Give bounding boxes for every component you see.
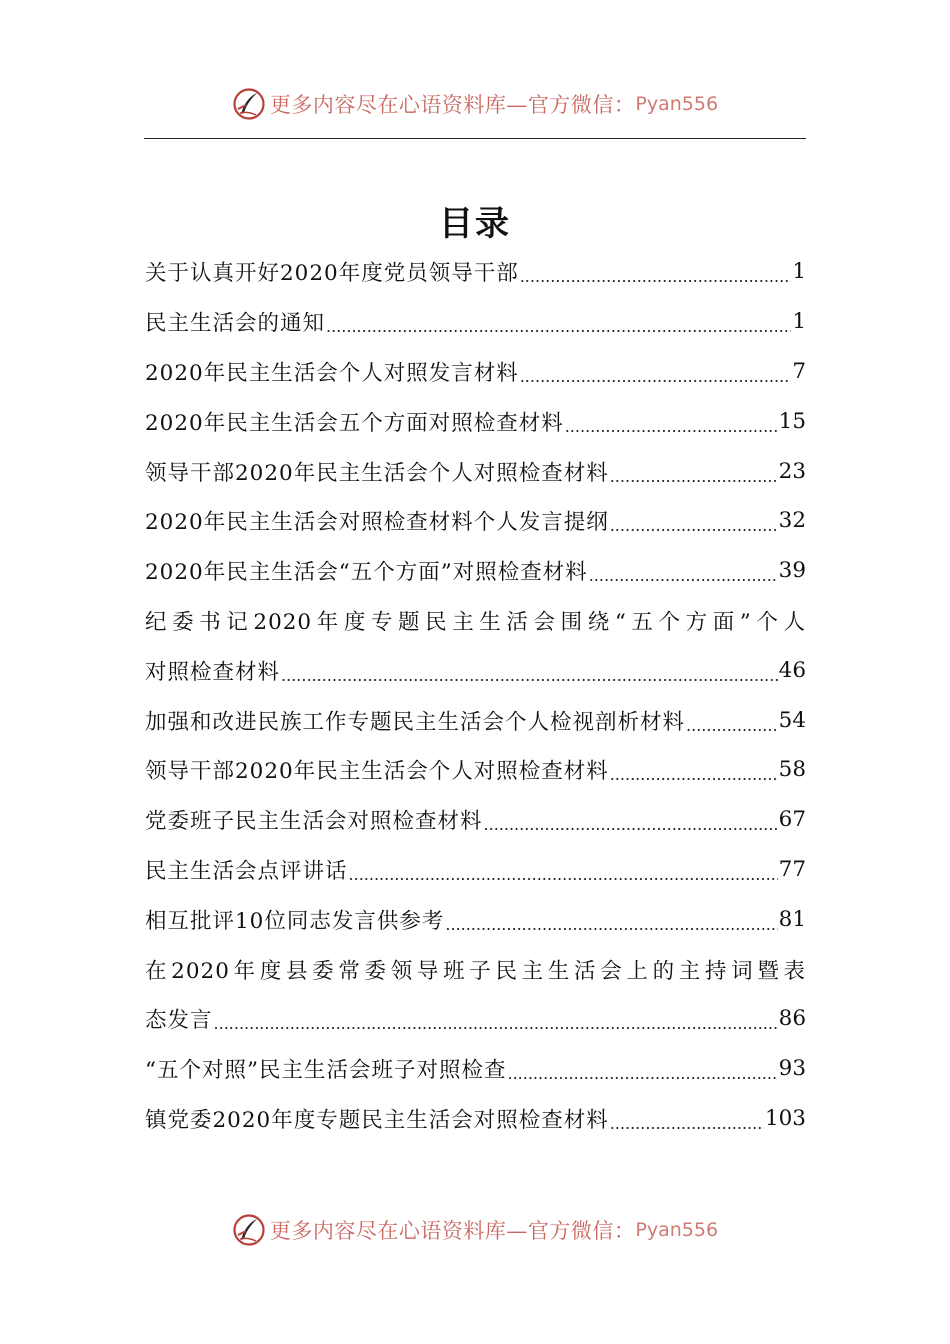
header-banner	[0, 84, 950, 124]
toc-entry-title: 在2020年度县委常委领导班子民主生活会上的主持词暨表	[145, 958, 806, 984]
toc-page-number: 103	[764, 1105, 806, 1131]
toc-page-number: 58	[778, 757, 806, 783]
header-divider	[144, 138, 806, 139]
toc-dot-leader	[610, 467, 778, 486]
toc-page-number: 77	[778, 856, 806, 882]
toc-entry[interactable]	[145, 894, 806, 944]
toc-entry-continued[interactable]	[145, 596, 806, 646]
toc-dot-leader	[520, 267, 792, 286]
toc-entry-title: 对照检查材料	[145, 659, 281, 685]
toc-page-number: 23	[778, 458, 806, 484]
toc-dot-leader	[349, 865, 778, 884]
toc-page-number: 93	[778, 1056, 806, 1082]
toc-page-number: 7	[792, 358, 806, 384]
table-of-contents	[145, 247, 806, 1143]
toc-entry[interactable]	[145, 845, 806, 895]
toc-dot-leader	[326, 317, 791, 336]
toc-dot-leader	[610, 516, 778, 535]
toc-entry[interactable]	[145, 1094, 806, 1144]
footer-banner	[0, 1210, 950, 1250]
toc-entry-title: 关于认真开好2020年度党员领导干部	[145, 261, 519, 287]
toc-page-number: 81	[778, 906, 806, 932]
toc-entry[interactable]	[145, 446, 806, 496]
toc-entry-title: 相互批评10位同志发言供参考	[145, 908, 445, 934]
toc-entry-title: 2020年民主生活会“五个方面”对照检查材料	[145, 560, 588, 586]
footer-banner-text: 更多内容尽在心语资料库—官方微信：	[269, 1219, 636, 1243]
toc-dot-leader	[686, 716, 778, 735]
quill-pen-logo-icon	[232, 1213, 266, 1247]
toc-entry-title: 民主生活会点评讲话	[145, 858, 348, 884]
toc-entry-title: 民主生活会的通知	[145, 311, 326, 337]
toc-page-number: 15	[778, 408, 806, 434]
toc-entry[interactable]	[145, 645, 806, 695]
toc-entry-title: 领导干部2020年民主生活会个人对照检查材料	[145, 460, 609, 486]
toc-entry[interactable]	[145, 496, 806, 546]
toc-dot-leader	[508, 1064, 778, 1083]
toc-entry[interactable]	[145, 247, 806, 297]
toc-dot-leader	[610, 765, 778, 784]
toc-page-number: 1	[792, 259, 806, 285]
toc-entry[interactable]	[145, 347, 806, 397]
toc-entry[interactable]	[145, 695, 806, 745]
toc-entry-title: 党委班子民主生活会对照检查材料	[145, 809, 483, 835]
page-title: 目录	[439, 204, 511, 244]
toc-dot-leader	[281, 666, 778, 685]
toc-dot-leader	[445, 915, 777, 934]
header-banner-text: 更多内容尽在心语资料库—官方微信：	[269, 93, 636, 117]
toc-page-number: 46	[778, 657, 806, 683]
toc-page-number: 54	[778, 707, 806, 733]
toc-entry[interactable]	[145, 994, 806, 1044]
footer-banner-contact: Pyan556	[635, 1219, 719, 1241]
toc-dot-leader	[520, 367, 792, 386]
toc-dot-leader	[610, 1114, 764, 1133]
toc-entry[interactable]	[145, 546, 806, 596]
toc-entry-title: 纪委书记2020年度专题民主生活会围绕“五个方面”个人	[145, 609, 806, 635]
toc-page-number: 86	[778, 1006, 806, 1032]
toc-entry[interactable]	[145, 745, 806, 795]
toc-dot-leader	[484, 815, 778, 834]
toc-entry-title: 态发言	[145, 1008, 213, 1034]
toc-page-number: 1	[792, 309, 806, 335]
quill-pen-logo-icon	[232, 87, 266, 121]
toc-entry-title: “五个对照”民主生活会班子对照检查	[145, 1058, 507, 1084]
toc-entry[interactable]	[145, 396, 806, 446]
toc-entry-title: 加强和改进民族工作专题民主生活会个人检视剖析材料	[145, 709, 686, 735]
toc-page-number: 32	[778, 508, 806, 534]
toc-entry-title: 2020年民主生活会个人对照发言材料	[145, 360, 519, 386]
toc-dot-leader	[589, 566, 778, 585]
toc-entry-continued[interactable]	[145, 944, 806, 994]
toc-dot-leader	[214, 1014, 778, 1033]
toc-page-number: 39	[778, 558, 806, 584]
toc-entry-title: 2020年民主生活会五个方面对照检查材料	[145, 410, 564, 436]
toc-entry[interactable]	[145, 297, 806, 347]
toc-entry-title: 镇党委2020年度专题民主生活会对照检查材料	[145, 1107, 609, 1133]
toc-page-number: 67	[778, 807, 806, 833]
header-banner-contact: Pyan556	[635, 93, 719, 115]
toc-dot-leader	[565, 417, 778, 436]
toc-entry-title: 领导干部2020年民主生活会个人对照检查材料	[145, 759, 609, 785]
toc-entry[interactable]	[145, 1044, 806, 1094]
toc-entry[interactable]	[145, 795, 806, 845]
toc-entry-title: 2020年民主生活会对照检查材料个人发言提纲	[145, 510, 609, 536]
